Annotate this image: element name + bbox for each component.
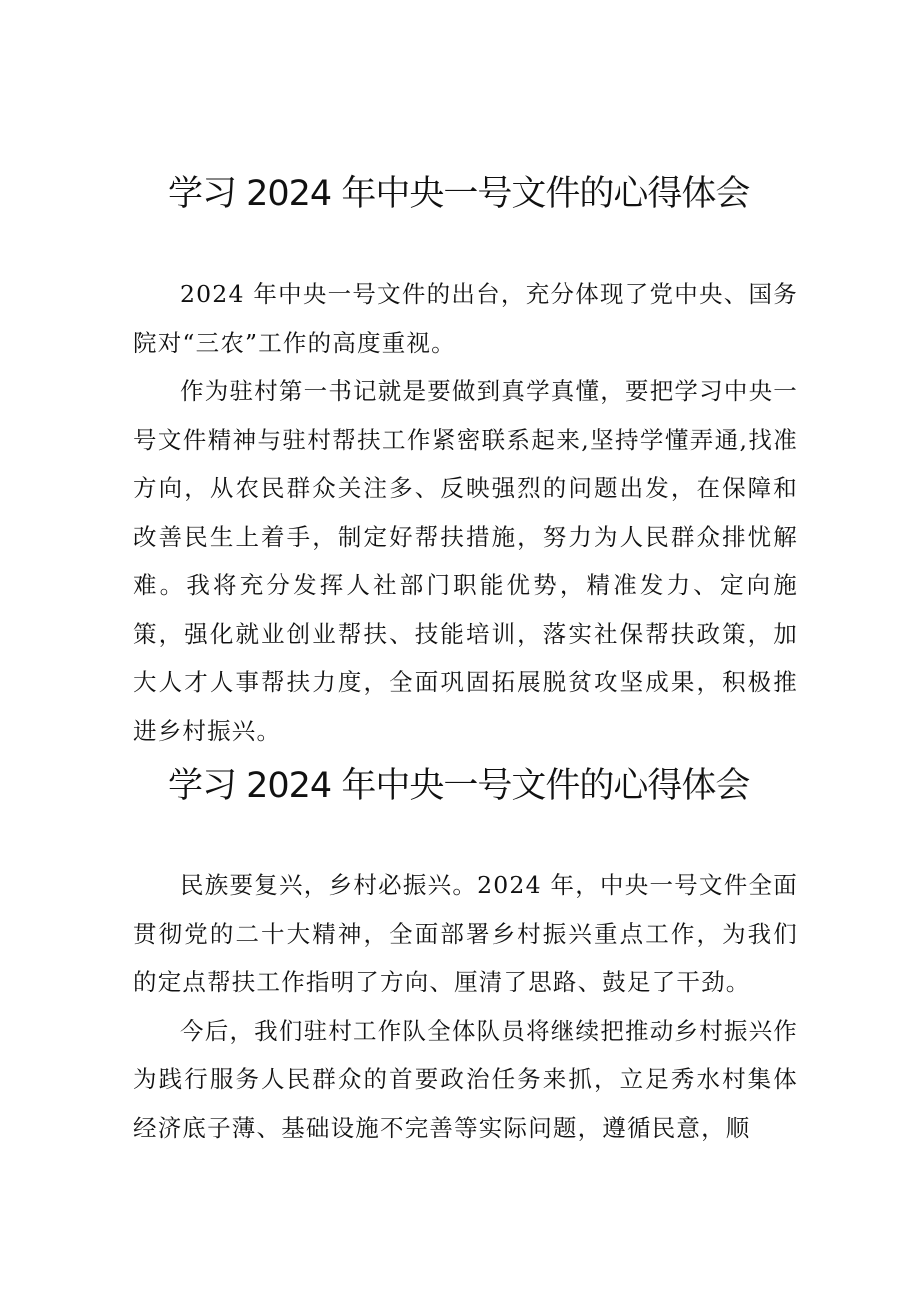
body-paragraph: 2024 年中央一号文件的出台，充分体现了党中央、国务院对“三农”工作的高度重视。 [133, 280, 798, 357]
section-body [133, 861, 798, 1152]
section-body [133, 270, 798, 755]
section-title: 学习 2024 年中央一号文件的心得体会 [168, 766, 750, 806]
section-title: 学习 2024 年中央一号文件的心得体会 [168, 174, 750, 214]
body-paragraph: 今后，我们驻村工作队全体队员将继续把推动乡村振兴作为践行服务人民群众的首要政治任务来抓，立足秀水村集体经济底子薄、基础设施不完善等实际问题，遵循民意，顺 [133, 1016, 798, 1142]
body-paragraph: 民族要复兴，乡村必振兴。2024 年，中央一号文件全面贯彻党的二十大精神，全面部署乡村振兴重点工作，为我们的定点帮扶工作指明了方向、厘清了思路、鼓足了干劲。 [133, 871, 798, 996]
body-paragraph: 作为驻村第一书记就是要做到真学真懂，要把学习中央一号文件精神与驻村帮扶工作紧密联系起来,坚持学懂弄通,找准方向，从农民群众关注多、反映强烈的问题出发，在保障和改善民生上着手，制定好帮扶措施，努力为人民群众排忧解难。我将充分发挥人社部门职能优势，精准发力、定向施策，强化就业创业帮扶、技能培训，落实社保帮扶政策，加大人才人事帮扶力度，全面巩固拓展脱贫攻坚成果，积极推进乡村振兴。 [133, 377, 798, 745]
